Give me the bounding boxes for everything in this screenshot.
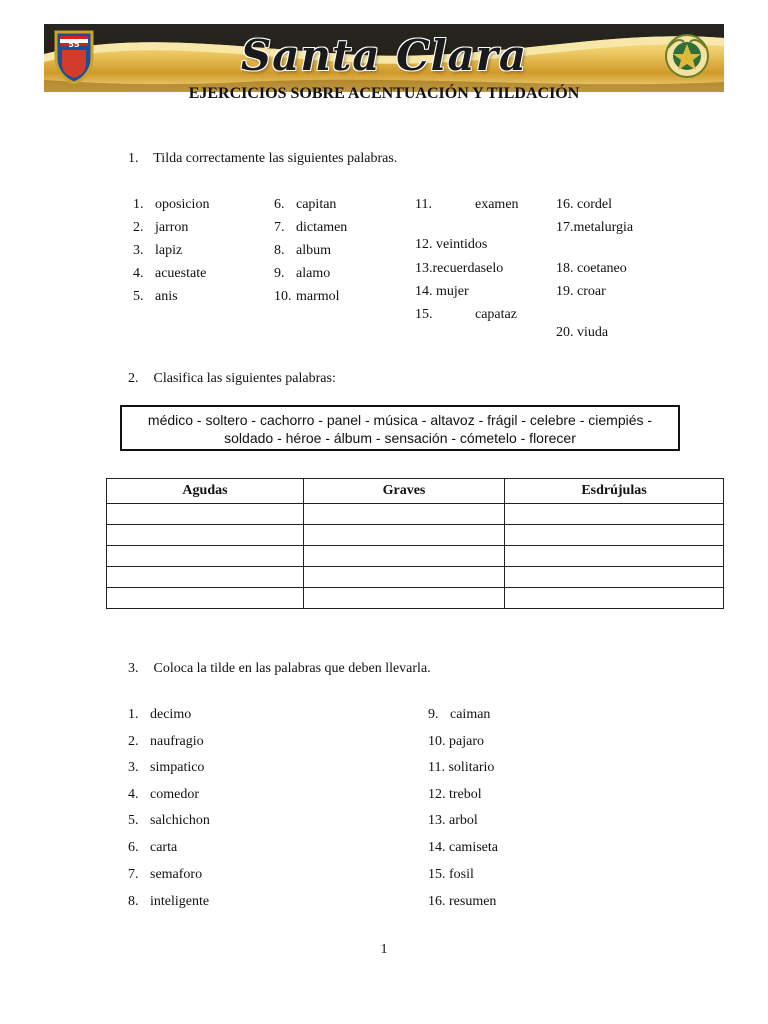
list-item: 17.metalurgia xyxy=(556,220,634,235)
school-seal-icon xyxy=(664,30,710,82)
column-header-esdrujulas: Esdrújulas xyxy=(505,479,724,504)
table-cell[interactable] xyxy=(304,588,505,609)
table-cell[interactable] xyxy=(505,546,724,567)
list-item: 13.recuerdaselo xyxy=(415,261,504,276)
section-3-number: 3. xyxy=(128,661,139,676)
section-2-instruction xyxy=(128,370,336,388)
section-2-number: 2. xyxy=(128,371,139,386)
list-item: 4. acuestate xyxy=(133,266,207,281)
list-item: 3. lapiz xyxy=(133,243,183,258)
list-item: 6. carta xyxy=(128,840,178,855)
page-number: 1 xyxy=(380,942,388,957)
banner-title: Santa Clara xyxy=(240,31,528,80)
section-2-text: Clasifica las siguientes palabras: xyxy=(153,371,336,386)
table-cell[interactable] xyxy=(304,525,505,546)
table-row xyxy=(107,546,724,567)
list-item: 6. capitan xyxy=(274,197,337,212)
list-item: 14. mujer xyxy=(415,284,469,299)
list-item: 15. capataz xyxy=(415,307,517,322)
list-item: 1. oposicion xyxy=(133,197,210,212)
list-item: 16. cordel xyxy=(556,197,612,212)
list-item: 8. album xyxy=(274,243,331,258)
list-item: 13. arbol xyxy=(428,813,478,828)
word-bank-line-2: soldado - héroe - álbum - sensación - cómetelo - florecer xyxy=(224,430,576,446)
table-cell[interactable] xyxy=(107,546,304,567)
table-row xyxy=(107,525,724,546)
list-item: 15. fosil xyxy=(428,867,474,882)
list-item: 7. semaforo xyxy=(128,867,203,882)
list-item: 4. comedor xyxy=(128,787,199,802)
table-cell[interactable] xyxy=(505,504,724,525)
list-item: 2. naufragio xyxy=(128,734,204,749)
table-cell[interactable] xyxy=(304,546,505,567)
list-item: 19. croar xyxy=(556,284,606,299)
section-1-text: Tilda correctamente las siguientes palabras. xyxy=(153,151,398,166)
list-item: 10. marmol xyxy=(274,289,340,304)
list-item: 11. examen xyxy=(415,197,519,212)
list-item: 7. dictamen xyxy=(274,220,348,235)
list-item: 9. alamo xyxy=(274,266,331,281)
list-item: 18. coetaneo xyxy=(556,261,627,276)
section-3-instruction xyxy=(128,660,431,678)
table-row xyxy=(107,504,724,525)
table-cell[interactable] xyxy=(505,567,724,588)
list-item: 1. decimo xyxy=(128,707,192,722)
column-header-graves: Graves xyxy=(304,479,505,504)
table-cell[interactable] xyxy=(107,567,304,588)
list-item: 10. pajaro xyxy=(428,734,484,749)
list-item: 9. caiman xyxy=(428,707,491,722)
table-cell[interactable] xyxy=(304,504,505,525)
table-cell[interactable] xyxy=(107,504,304,525)
list-item: 8. inteligente xyxy=(128,894,210,909)
list-item: 12. trebol xyxy=(428,787,482,802)
list-item: 5. anis xyxy=(133,289,178,304)
classification-table xyxy=(106,478,724,609)
list-item: 11. solitario xyxy=(428,760,495,775)
school-crest-icon xyxy=(52,28,96,84)
list-item: 5. salchichon xyxy=(128,813,210,828)
table-cell[interactable] xyxy=(505,525,724,546)
list-item: 20. viuda xyxy=(556,325,609,340)
list-item: 14. camiseta xyxy=(428,840,498,855)
section-3-text: Coloca la tilde en las palabras que deben llevarla. xyxy=(153,661,431,676)
section-1-number: 1. xyxy=(128,151,139,166)
header-banner xyxy=(44,24,724,92)
word-bank-box xyxy=(120,405,680,451)
list-item: 16. resumen xyxy=(428,894,497,909)
table-cell[interactable] xyxy=(107,525,304,546)
table-cell[interactable] xyxy=(107,588,304,609)
list-item: 2. jarron xyxy=(133,220,189,235)
list-item: 3. simpatico xyxy=(128,760,205,775)
column-header-agudas: Agudas xyxy=(107,479,304,504)
word-bank-line-1: médico - soltero - cachorro - panel - música - altavoz - frágil - celebre - ciempiés - xyxy=(147,412,653,428)
table-cell[interactable] xyxy=(505,588,724,609)
table-row xyxy=(107,588,724,609)
table-cell[interactable] xyxy=(304,567,505,588)
table-row xyxy=(107,567,724,588)
list-item: 12. veintidos xyxy=(415,237,488,252)
crest-number: 55 xyxy=(68,40,80,49)
page-title: EJERCICIOS SOBRE ACENTUACIÓN Y TILDACIÓN xyxy=(188,85,580,102)
section-1-instruction xyxy=(128,150,397,168)
